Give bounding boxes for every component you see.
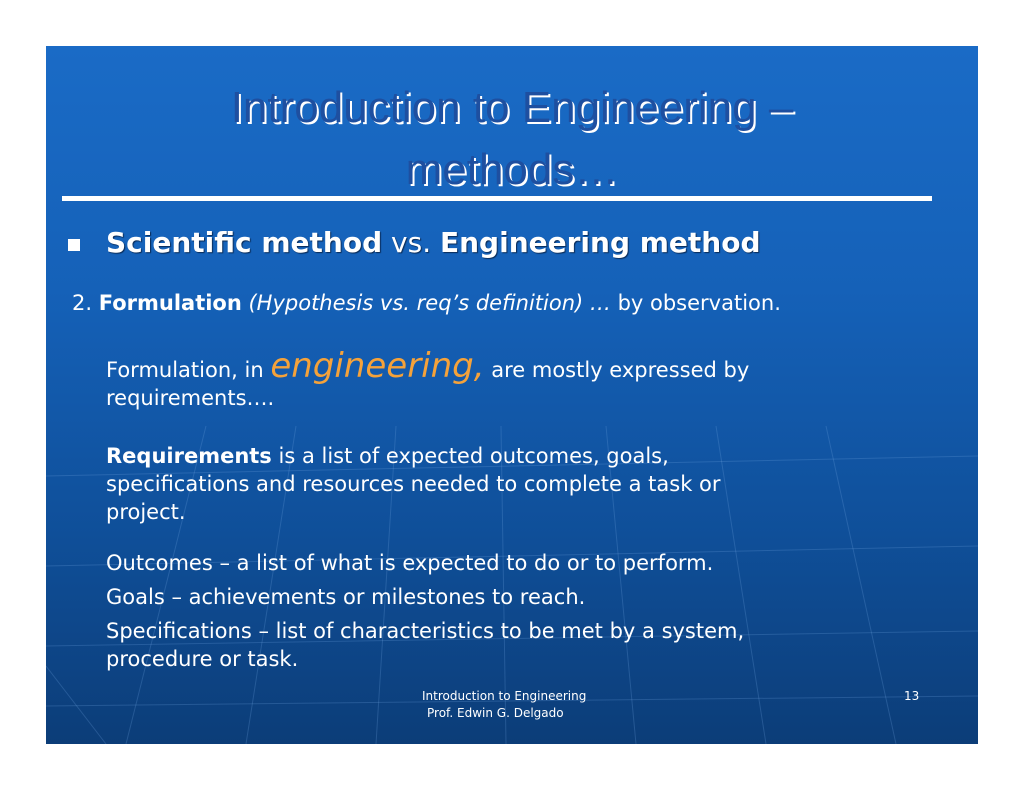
item-rest: by observation. (610, 291, 781, 315)
formulation-text-line1 (106, 346, 750, 386)
formulation-post: are mostly expressed by (484, 358, 750, 382)
footer-course: Introduction to Engineering (422, 689, 587, 703)
page-number: 13 (904, 689, 920, 703)
specifications-line1: Specifications – list of characteristics to be met by a system, (106, 619, 745, 643)
footer-professor: Prof. Edwin G. Delgado (427, 706, 564, 720)
formulation-pre: Formulation, in (106, 358, 271, 382)
title-divider (62, 196, 932, 201)
outcomes-text: Outcomes – a list of what is expected to do or to perform. (106, 551, 714, 575)
formulation-text-line2: requirements…. (106, 386, 275, 410)
subtitle-engineering: Engineering method (440, 226, 761, 259)
slide-title-line1: Introduction to Engineering – (230, 83, 794, 132)
specifications-line2: procedure or task. (106, 647, 299, 671)
slide (46, 46, 978, 744)
requirements-line3: project. (106, 500, 186, 524)
item-formulation (72, 289, 781, 317)
requirements-term: Requirements (106, 444, 272, 468)
engineering-highlight: engineering, (270, 346, 485, 386)
slide-title-line2: methods… (405, 145, 619, 194)
square-bullet-icon (68, 239, 80, 251)
goals-text: Goals – achievements or milestones to reach. (106, 585, 586, 609)
requirements-definition: is a list of expected outcomes, goals, (271, 444, 669, 468)
requirements-line2: specifications and resources needed to complete a task or (106, 472, 721, 496)
item-label: Formulation (98, 291, 242, 315)
subtitle-scientific: Scientific method (106, 226, 383, 259)
subtitle-vs: vs. (382, 226, 440, 259)
item-italic: (Hypothesis vs. req’s definition) … (241, 291, 611, 315)
subtitle (106, 226, 761, 260)
item-number: 2. (72, 291, 99, 315)
requirements-line1 (106, 442, 669, 470)
